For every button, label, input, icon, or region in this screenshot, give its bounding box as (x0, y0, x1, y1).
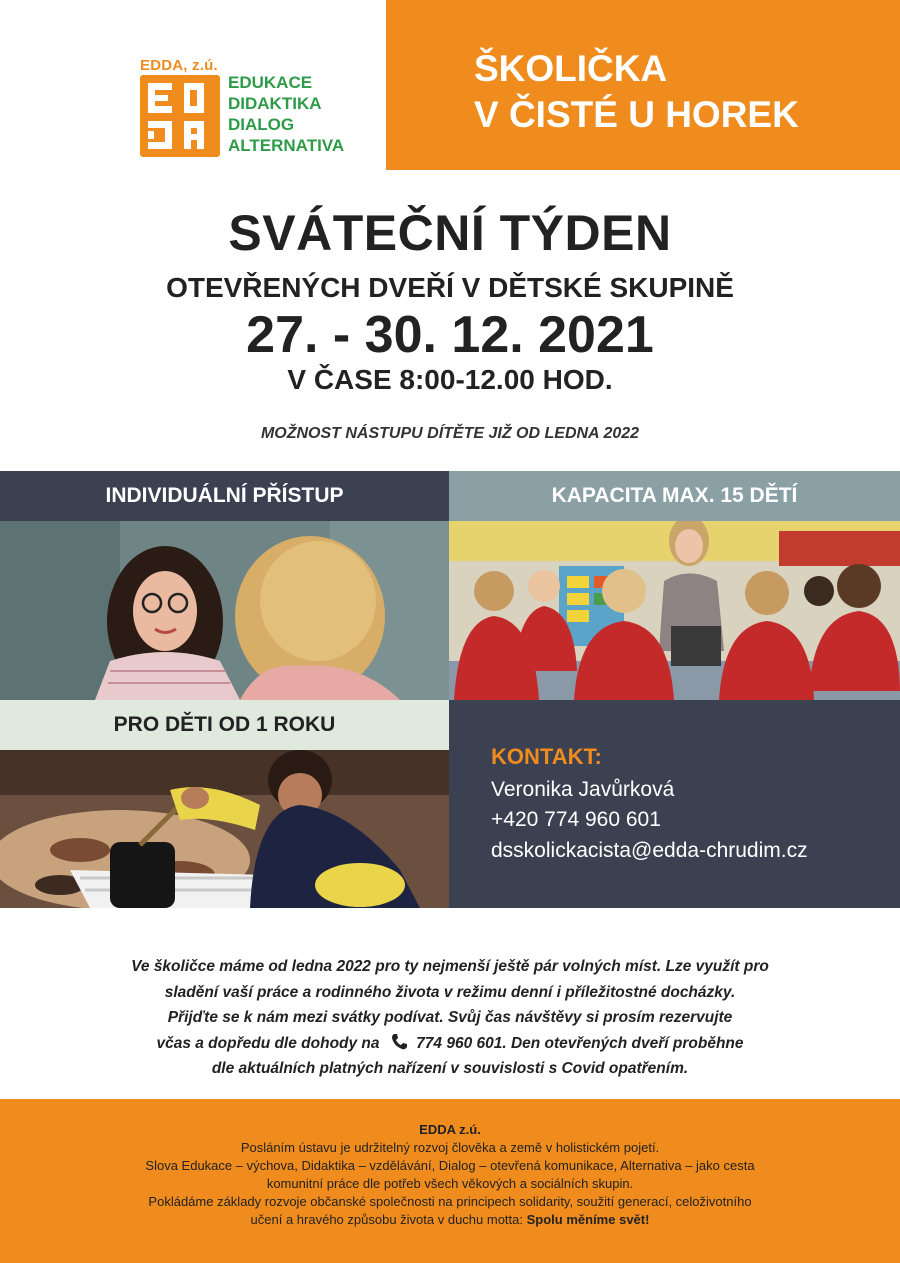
logo-word: EDUKACE (228, 73, 313, 92)
event-time: V ČASE 8:00-12.00 HOD. (287, 364, 613, 395)
edda-logo-mark (140, 75, 220, 157)
paragraph-line: Ve školičce máme od ledna 2022 pro ty nejmenší ještě pár volných míst. Lze využít pro (131, 958, 769, 975)
header-title-panel (386, 0, 900, 170)
paragraph-line: dle aktuálních platných nařízení v souvislosti s Covid opatřením. (211, 1060, 689, 1077)
paragraph-line (60, 1031, 840, 1057)
contact-panel (449, 700, 900, 908)
footer-line: Slova Edukace – výchova, Didaktika – vzdělávání, Dialog – otevřená komunikace, Alternativa – jako cesta (145, 1158, 755, 1173)
phone-icon (384, 1031, 412, 1057)
event-subtitle: OTEVŘENÝCH DVEŘÍ V DĚTSKÉ SKUPINĚ (166, 272, 734, 303)
footer-line: Pokládáme základy rozvoje občanské společnosti na principech solidarity, soužití generací, celoživotního (148, 1194, 752, 1209)
contact-heading: KONTAKT: (491, 744, 602, 769)
footer-title: EDDA z.ú. (419, 1122, 481, 1137)
header-title-line1: ŠKOLIČKA (474, 48, 668, 89)
header-title (474, 46, 799, 138)
paragraph-line-part: včas a dopředu dle dohody na (156, 1034, 380, 1052)
logo-word: DIDAKTIKA (228, 94, 322, 113)
footer-line (0, 1211, 900, 1229)
footer (0, 1099, 900, 1263)
logo-words (228, 72, 344, 156)
photo-teacher-consultation (0, 521, 449, 700)
logo-org-name: EDDA, z.ú. (140, 57, 218, 74)
enrollment-note: MOŽNOST NÁSTUPU DÍTĚTE JIŽ OD LEDNA 2022 (260, 425, 640, 442)
paragraph-line: Přijďte se k nám mezi svátky podívat. Svůj čas návštěvy si prosím rezervujte (167, 1009, 733, 1026)
paragraph-line-part: 774 960 601. Den otevřených dveří proběhne (416, 1034, 744, 1052)
event-title: SVÁTEČNÍ TÝDEN (228, 205, 672, 261)
footer-motto: Spolu měníme svět! (526, 1212, 650, 1227)
footer-line-part: učení a hravého způsobu života v duchu motta: (250, 1212, 523, 1227)
footer-line: komunitní práce dle potřeb všech věkových a sociálních skupin. (266, 1176, 634, 1191)
contact-email[interactable]: dsskolickacista@edda-chrudim.cz (491, 839, 808, 862)
intro-paragraph (60, 954, 840, 1082)
paragraph-line: sladění vaší práce a rodinného života v režimu denní i příležitostné docházky. (164, 983, 736, 1001)
event-dates: 27. - 30. 12. 2021 (246, 306, 654, 364)
feature-age-from-1: PRO DĚTI OD 1 ROKU (0, 700, 449, 750)
logo-word: ALTERNATIVA (228, 136, 345, 155)
footer-text (0, 1121, 900, 1229)
contact-name: Veronika Javůrková (491, 778, 675, 801)
photo-classroom-circle (449, 521, 900, 700)
header-title-line2: V ČISTÉ U HOREK (474, 94, 799, 135)
contact-phone[interactable]: +420 774 960 601 (491, 808, 661, 831)
feature-individual-approach: INDIVIDUÁLNÍ PŘÍSTUP (0, 471, 449, 521)
logo-word: DIALOG (228, 115, 295, 134)
footer-line: Posláním ústavu je udržitelný rozvoj člověka a země v holistickém pojetí. (240, 1140, 660, 1155)
feature-capacity: KAPACITA MAX. 15 DĚTÍ (449, 471, 900, 521)
photo-toddler-playing (0, 750, 449, 908)
